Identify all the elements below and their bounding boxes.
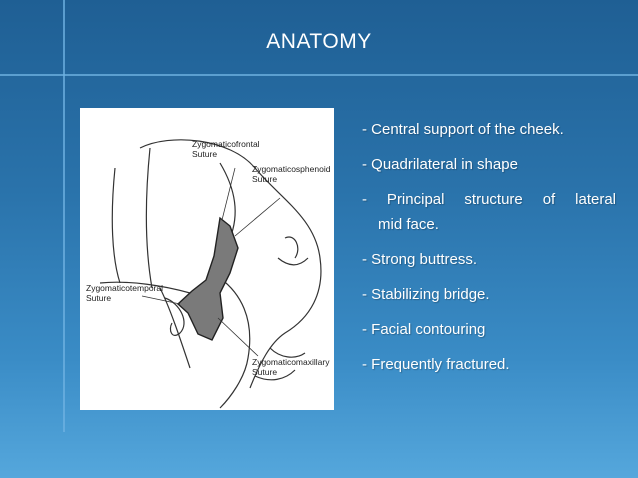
bullet-item: - Facial contouring xyxy=(362,321,486,338)
bullet-item: - Frequently fractured. xyxy=(362,356,510,373)
posterior-skull-line xyxy=(146,148,152,288)
title-divider-line xyxy=(0,74,638,76)
bullet-item-continuation: mid face. xyxy=(378,216,439,233)
zygoma-anatomy-figure xyxy=(80,108,334,410)
slide-title: ANATOMY xyxy=(266,30,372,53)
left-vertical-line xyxy=(63,0,65,432)
zygomaticosphenoid-pointer xyxy=(235,198,280,236)
label-zygomaticotemporal-suture: Zygomaticotemporal Suture xyxy=(86,283,164,303)
bullet-item: - Central support of the cheek. xyxy=(362,121,564,138)
nasal-detail xyxy=(278,237,308,265)
maxilla-outline xyxy=(220,278,250,408)
bullet-item: - Principal structure of lateral xyxy=(362,191,616,208)
bullet-item: - Quadrilateral in shape xyxy=(362,156,518,173)
zygomaticomaxillary-pointer xyxy=(218,318,258,356)
bullet-item: - Stabilizing bridge. xyxy=(362,286,490,303)
label-zygomaticomaxillary-suture: Zygomaticomaxillary Suture xyxy=(252,357,330,377)
occipital-line xyxy=(112,168,120,283)
bullet-list xyxy=(362,120,616,390)
bullet-item: - Strong buttress. xyxy=(362,251,478,268)
label-zygomaticofrontal-suture: Zygomaticofrontal Suture xyxy=(192,139,260,159)
label-zygomaticosphenoid-suture: Zygomaticosphenoid Suture xyxy=(252,164,331,184)
zygoma-bone xyxy=(178,218,238,340)
